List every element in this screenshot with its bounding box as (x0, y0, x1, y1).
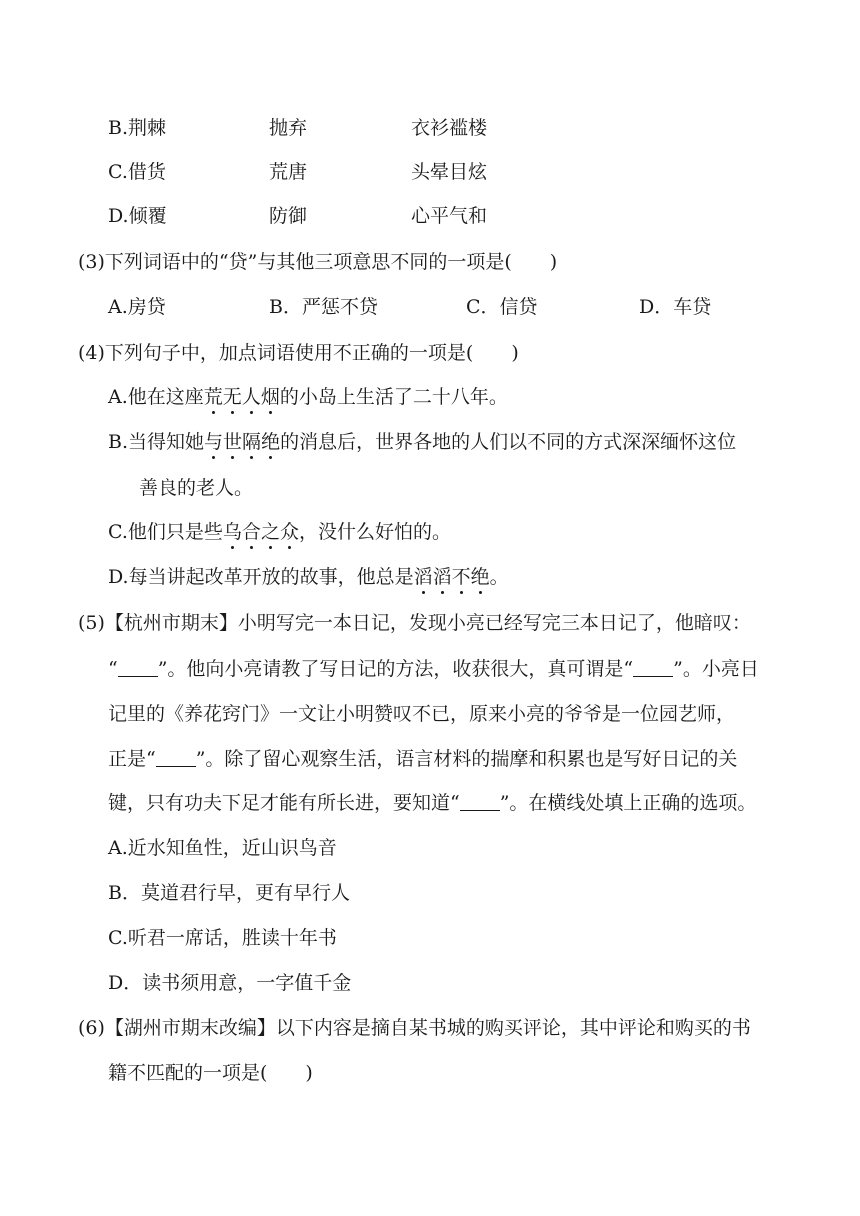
q5-line-1: (5)【杭州市期末】小明写完一本日记，发现小亮已经写完三本日记了，他暗叹： (78, 612, 751, 634)
q2-option-word: 心平气和 (411, 205, 488, 227)
q2-option-b (108, 116, 166, 140)
text: ”。他向小亮请教了写日记的方法，收获很大，真可谓是“ (157, 658, 634, 680)
q5-line-4 (108, 747, 737, 771)
emphasis-char: 众 (279, 521, 299, 543)
q2-option-word: 头晕目炫 (411, 161, 488, 183)
q5-option-c: C.听君一席话，胜读十年书 (108, 927, 337, 949)
q5-line-5 (108, 791, 756, 815)
text: ”。小亮日 (673, 658, 759, 680)
q4-option-a (108, 385, 508, 409)
q6-line-2: 籍不匹配的一项是( ) (108, 1062, 313, 1084)
q4-stem: (4)下列句子中，加点词语使用不正确的一项是( ) (78, 342, 519, 364)
q4-option-d (108, 565, 509, 589)
emphasis-char: 乌 (222, 521, 242, 543)
q2-option-word: 衣衫褴楼 (411, 117, 488, 139)
emphasis-char: 绝 (261, 431, 281, 453)
emphasis-char: 之 (260, 521, 280, 543)
option-text: B.当得知她 (108, 431, 205, 453)
emphasis-char: 绝 (470, 566, 490, 588)
dotted-text (204, 386, 280, 408)
emphasis-char: 隔 (242, 431, 262, 453)
emphasis-char: 无 (222, 386, 242, 408)
dotted-phrase (223, 521, 299, 543)
text: 正是“ (108, 748, 156, 770)
option-text: 。 (489, 566, 509, 588)
q5-option-b: B．莫道君行早，更有早行人 (108, 882, 350, 904)
q5-option-d: D．读书须用意，一字值千金 (108, 972, 352, 994)
emphasis-char: 荒 (203, 386, 223, 408)
q2-option-d: D.倾覆 (108, 205, 167, 227)
option-text: 的消息后，世界各地的人们以不同的方式深深缅怀这位 (280, 431, 737, 453)
answer-blank-4 (460, 792, 500, 811)
answer-blank-3 (156, 748, 196, 767)
q4-option-c (108, 520, 451, 544)
q2-option-word: 防御 (269, 205, 308, 227)
option-text: C.他们只是些 (108, 521, 223, 543)
emphasis-char: 滔 (413, 566, 433, 588)
q2-option-word: 抛弃 (269, 117, 308, 139)
text: ”。除了留心观察生活，语言材料的揣摩和积累也是写好日记的关 (195, 748, 738, 770)
option-text: ，没什么好怕的。 (298, 521, 451, 543)
dotted-text (223, 521, 299, 543)
q2-option-word: 荒唐 (269, 161, 308, 183)
emphasis-char: 烟 (260, 386, 280, 408)
emphasis-char: 人 (241, 386, 261, 408)
dotted-text (414, 566, 490, 588)
emphasis-char: 合 (241, 521, 261, 543)
dotted-phrase (204, 431, 280, 453)
text: 键，只有功夫下足才能有所长进，要知道“ (108, 792, 460, 814)
emphasis-char: 世 (223, 431, 243, 453)
q3-stem: (3)下列词语中的“贷”与其他三项意思不同的一项是( ) (78, 251, 558, 273)
q2-option-c: C.借货 (108, 161, 166, 183)
text: “ (108, 658, 118, 680)
option-text: 的小岛上生活了二十八年。 (279, 386, 508, 408)
answer-blank-1 (118, 658, 158, 677)
q6-line-1: (6)【湖州市期末改编】以下内容是摘自某书城的购买评论，其中评论和购买的书 (78, 1017, 751, 1039)
q4-option-b (108, 430, 736, 454)
option-text: A.他在这座 (108, 386, 204, 408)
q5-line-2 (108, 657, 759, 681)
emphasis-char: 与 (204, 431, 224, 453)
q2-option-label: B.荆棘 (108, 117, 167, 139)
q3-option-a: A.房贷 (108, 296, 166, 318)
q5-line-3: 记里的《养花窍门》一文让小明赞叹不已，原来小亮的爷爷是一位园艺师， (108, 703, 736, 725)
option-text: D.每当讲起改革开放的故事，他总是 (108, 566, 414, 588)
dotted-text (204, 431, 280, 453)
q5-option-a: A.近水知鱼性，近山识鸟音 (108, 837, 337, 859)
q3-option-d: D．车贷 (639, 296, 712, 318)
dotted-phrase (414, 566, 490, 588)
emphasis-char: 不 (451, 566, 471, 588)
q3-option-b: B．严惩不贷 (269, 296, 378, 318)
dotted-phrase (204, 386, 280, 408)
answer-blank-2 (633, 658, 673, 677)
emphasis-char: 滔 (432, 566, 452, 588)
q4-option-b-continued: 善良的老人。 (139, 477, 254, 499)
q3-option-c: C．信贷 (466, 296, 538, 318)
text: ”。在横线处填上正确的选项。 (499, 792, 757, 814)
